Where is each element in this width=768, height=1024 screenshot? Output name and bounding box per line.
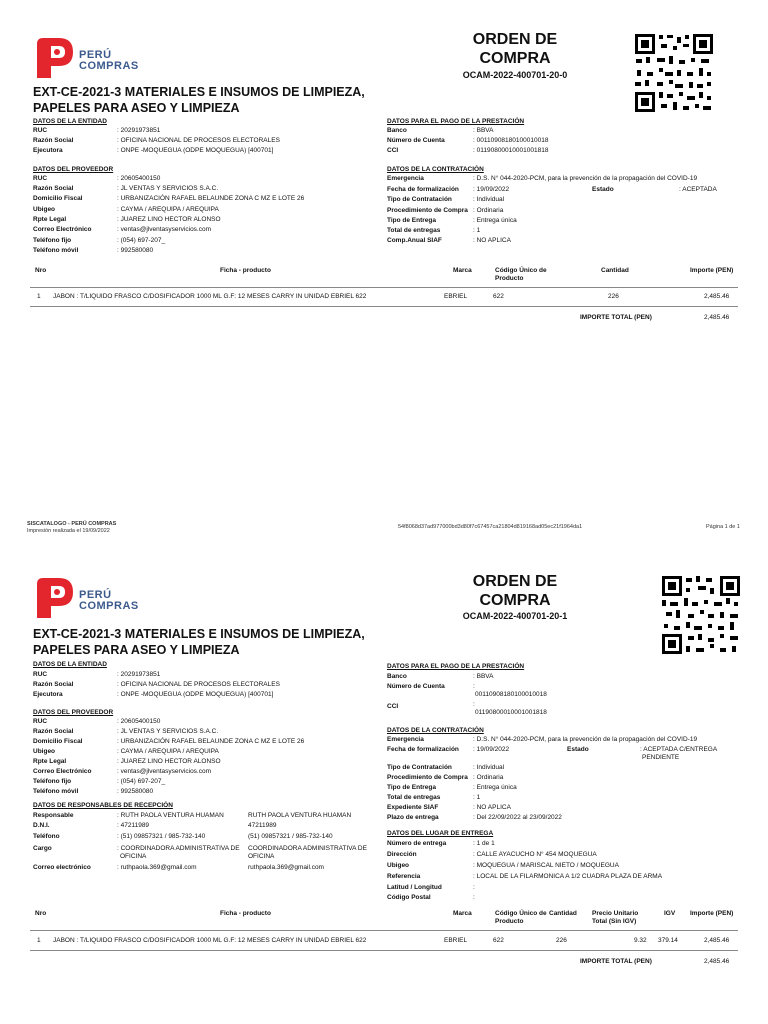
- supplier-rep-value: : JUAREZ LINO HECTOR ALONSO: [117, 216, 221, 223]
- contract-procedure-label: Procedimiento de Compra: [387, 774, 468, 781]
- col-importe: Importe (PEN): [690, 267, 734, 274]
- receiver-role-label: Cargo: [33, 845, 52, 852]
- col-codigo: Código Único de Producto: [495, 910, 547, 925]
- table-header-divider: [30, 930, 738, 931]
- delivery-place-section: [387, 840, 737, 904]
- contract-siaf-label: Expediente SIAF: [387, 804, 439, 811]
- contract-deadline-label: Plazo de entrega: [387, 814, 439, 821]
- entity-ejecutora-label: Ejecutora: [33, 147, 63, 154]
- payment-bank-value: : BBVA: [473, 127, 494, 134]
- supplier-mobile-value: : 992580080: [117, 247, 154, 254]
- payment-account-value: : 00110908180100010018: [473, 137, 549, 144]
- payment-account-colon: :: [473, 683, 475, 690]
- receiver-role-value-2: COORDINADORA ADMINISTRATIVA DE: [248, 845, 367, 852]
- supplier-razon-value: : JL VENTAS Y SERVICIOS S.A.C.: [117, 185, 219, 192]
- payment-cci-label: CCI: [387, 703, 399, 710]
- supplier-mobile-label: Teléfono móvil: [33, 247, 79, 254]
- payment-cci-value: 01190800010001001818: [475, 709, 547, 716]
- contract-status-label: Estado: [592, 186, 614, 193]
- peru-compras-logo-icon: [33, 576, 77, 622]
- col-ficha: Ficha - producto: [220, 910, 271, 917]
- row-igv: 379.14: [658, 937, 678, 944]
- supplier-phone-value: : (054) 697-207_: [117, 778, 166, 785]
- supplier-domicilio-label: Domicilio Fiscal: [33, 195, 83, 202]
- row-codigo: 622: [493, 937, 504, 944]
- payment-bank-label: Banco: [387, 673, 407, 680]
- receiver-role-value-2b: OFICINA: [248, 853, 275, 860]
- supplier-rep-label: Rpte Legal: [33, 216, 67, 223]
- contract-siaf-value: : NO APLICA: [473, 237, 511, 244]
- receiver-email-label: Correo electrónico: [33, 864, 91, 871]
- row-ficha: JABON : T/LIQUIDO FRASCO C/DOSIFICADOR 1000 ML G.F: 12 MESES CARRY IN UNIDAD EBRIEL 622: [53, 293, 367, 300]
- col-cantidad: Cantidad: [601, 267, 629, 274]
- entity-ejecutora-value: : ONPE -MOQUEGUA (ODPE MOQUEGUA) [400701]: [117, 691, 274, 698]
- receiver-dni-value-2: 47211989: [248, 822, 277, 829]
- receiver-phone-label: Teléfono: [33, 833, 60, 840]
- qr-code-icon: [660, 574, 742, 656]
- entity-heading: DATOS DE LA ENTIDAD: [33, 118, 107, 125]
- contract-status-label: Estado: [567, 746, 589, 753]
- contract-heading: DATOS DE LA CONTRATACIÓN: [387, 727, 484, 734]
- receiver-dni-label: D.N.I.: [33, 822, 50, 829]
- contract-section: [387, 175, 737, 247]
- supplier-domicilio-label: Domicilio Fiscal: [33, 738, 83, 745]
- contract-status-value: : ACEPTADA: [679, 186, 717, 193]
- main-title: [33, 84, 365, 116]
- delivery-address-label: Dirección: [387, 851, 417, 858]
- payment-section: [387, 127, 727, 157]
- supplier-email-label: Correo Electrónico: [33, 226, 92, 233]
- contract-date-value: : 19/09/2022: [473, 746, 510, 753]
- supplier-ubigeo-label: Ubigeo: [33, 206, 56, 213]
- contract-type-label: Tipo de Contratación: [387, 196, 452, 203]
- row-codigo: 622: [493, 293, 504, 300]
- delivery-ubigeo-value: : MOQUEGUA / MARISCAL NIETO / MOQUEGUA: [473, 862, 619, 869]
- logo-line-2: COMPRAS: [79, 60, 139, 72]
- footer-page-number: Página 1 de 1: [706, 524, 740, 530]
- supplier-mobile-label: Teléfono móvil: [33, 788, 79, 795]
- contract-type-value: : Individual: [473, 196, 505, 203]
- contract-delivery-type-label: Tipo de Entrega: [387, 217, 436, 224]
- contract-emergency-label: Emergencia: [387, 175, 424, 182]
- receiver-email-value-2: ruthpaola.369@gmail.com: [248, 864, 324, 871]
- payment-cci-label: CCI: [387, 147, 399, 154]
- delivery-latlng-label: Latitud / Longitud: [387, 884, 442, 891]
- payment-section: [387, 673, 727, 717]
- supplier-ruc-value: : 20605400150: [117, 718, 161, 725]
- contract-date-label: Fecha de formalización: [387, 746, 459, 753]
- payment-account-label: Número de Cuenta: [387, 683, 445, 690]
- supplier-ubigeo-value: : CAYMA / AREQUIPA / AREQUIPA: [117, 748, 219, 755]
- contract-delivery-type-value: : Entrega única: [473, 784, 517, 791]
- receiver-email-value-1: : ruthpaola.369@gmail.com: [117, 864, 197, 871]
- entity-heading: DATOS DE LA ENTIDAD: [33, 661, 107, 668]
- logo-line-2: COMPRAS: [79, 600, 139, 612]
- payment-heading: DATOS PARA EL PAGO DE LA PRESTACIÓN: [387, 118, 525, 125]
- contract-total-deliveries-value: : 1: [473, 794, 481, 801]
- contract-total-deliveries-value: : 1: [473, 227, 481, 234]
- contract-date-value: : 19/09/2022: [473, 186, 510, 193]
- row-nro: 1: [37, 937, 41, 944]
- logo-line-1: PERÚ: [79, 49, 112, 61]
- delivery-reference-label: Referencia: [387, 873, 421, 880]
- supplier-email-value: : ventas@jlventasyservicios.com: [117, 768, 212, 775]
- contract-procedure-label: Procedimiento de Compra: [387, 207, 468, 214]
- entity-razon-value: : OFICINA NACIONAL DE PROCESOS ELECTORALES: [117, 681, 280, 688]
- contract-deadline-value: : Del 22/09/2022 al 23/09/2022: [473, 814, 562, 821]
- receiver-dni-value-1: : 47211989: [117, 822, 150, 829]
- col-nro: Nro: [35, 267, 47, 274]
- supplier-email-label: Correo Electrónico: [33, 768, 92, 775]
- col-marca: Marca: [453, 267, 472, 274]
- entity-ruc-value: : 20291973851: [117, 671, 161, 678]
- total-label: IMPORTE TOTAL (PEN): [580, 958, 652, 965]
- delivery-latlng-value: :: [473, 884, 475, 891]
- row-marca: EBRIEL: [444, 937, 468, 944]
- main-title-line-1: EXT-CE-2021-3 MATERIALES E INSUMOS DE LIMPIEZA,: [33, 85, 365, 99]
- col-codigo: Código Único de Producto: [495, 267, 547, 282]
- supplier-phone-label: Teléfono fijo: [33, 778, 72, 785]
- delivery-address-value: : CALLE AYACUCHO N° 454 MOQUEGUA: [473, 851, 597, 858]
- receiver-name-value-2: RUTH PAOLA VENTURA HUAMAN: [248, 812, 352, 819]
- col-marca: Marca: [453, 910, 472, 917]
- receiver-name-value-1: : RUTH PAOLA VENTURA HUAMAN: [117, 812, 224, 819]
- supplier-domicilio-value: : URBANIZACIÓN RAFAEL BELAUNDE ZONA C MZ E LOTE 26: [117, 738, 305, 745]
- row-cantidad: 226: [556, 937, 567, 944]
- col-importe: Importe (PEN): [690, 910, 734, 917]
- payment-cci-value: : 01190800010001001818: [473, 147, 549, 154]
- footer-print-date: Impresión realizada el 19/09/2022: [27, 528, 110, 534]
- receiver-phone-value-1: : (51) 09857321 / 985-732-140: [117, 833, 206, 840]
- contract-siaf-label: Comp.Anual SIAF: [387, 237, 442, 244]
- delivery-place-heading: DATOS DEL LUGAR DE ENTREGA: [387, 830, 494, 837]
- supplier-ubigeo-value: : CAYMA / AREQUIPA / AREQUIPA: [117, 206, 219, 213]
- entity-ruc-value: : 20291973851: [117, 127, 161, 134]
- row-marca: EBRIEL: [444, 293, 468, 300]
- supplier-ubigeo-label: Ubigeo: [33, 748, 56, 755]
- delivery-postal-label: Código Postal: [387, 894, 431, 901]
- contract-delivery-type-label: Tipo de Entrega: [387, 784, 436, 791]
- entity-razon-label: Razón Social: [33, 681, 74, 688]
- supplier-ruc-label: RUC: [33, 718, 48, 725]
- entity-section: [33, 127, 363, 157]
- contract-siaf-value: : NO APLICA: [473, 804, 511, 811]
- supplier-razon-label: Razón Social: [33, 728, 74, 735]
- entity-ruc-label: RUC: [33, 671, 48, 678]
- delivery-postal-value: :: [473, 894, 475, 901]
- main-title-line-2: PAPELES PARA ASEO Y LIMPIEZA: [33, 643, 240, 657]
- col-nro: Nro: [35, 910, 47, 917]
- contract-total-deliveries-label: Total de entregas: [387, 794, 441, 801]
- delivery-number-label: Número de entrega: [387, 840, 447, 847]
- total-value: 2,485.46: [704, 958, 730, 965]
- contract-status-value: : ACEPTADA C/ENTREGA: [640, 746, 718, 753]
- contract-emergency-value: : D.S. N° 044-2020-PCM, para la prevención de la propagación del COVID-19: [473, 175, 698, 182]
- supplier-email-value: : ventas@jlventasyservicios.com: [117, 226, 212, 233]
- total-value: 2,485.46: [704, 314, 730, 321]
- contract-heading: DATOS DE LA CONTRATACIÓN: [387, 166, 484, 173]
- contract-status-value-2: PENDIENTE: [642, 754, 680, 761]
- contract-type-label: Tipo de Contratación: [387, 764, 452, 771]
- delivery-ubigeo-label: Ubigeo: [387, 862, 410, 869]
- table-row-divider: [30, 950, 738, 951]
- col-igv: IGV: [664, 910, 676, 917]
- table-header-divider: [30, 287, 738, 288]
- row-nro: 1: [37, 293, 41, 300]
- row-cantidad: 226: [608, 293, 619, 300]
- supplier-ruc-label: RUC: [33, 175, 48, 182]
- payment-bank-label: Banco: [387, 127, 407, 134]
- row-ficha: JABON : T/LIQUIDO FRASCO C/DOSIFICADOR 1000 ML G.F: 12 MESES CARRY IN UNIDAD EBRIEL 622: [53, 937, 367, 944]
- receiver-name-label: Responsable: [33, 812, 74, 819]
- delivery-reference-value: : LOCAL DE LA FILARMONICA A 1/2 CUADRA PLAZA DE ARMA: [473, 873, 663, 880]
- table-row-divider: [30, 306, 738, 307]
- contract-total-deliveries-label: Total de entregas: [387, 227, 441, 234]
- supplier-phone-value: : (054) 697-207_: [117, 237, 166, 244]
- entity-section: [33, 671, 363, 701]
- entity-razon-label: Razón Social: [33, 137, 74, 144]
- supplier-heading: DATOS DEL PROVEEDOR: [33, 166, 114, 173]
- contract-procedure-value: : Ordinaria: [473, 774, 504, 781]
- row-importe: 2,485.46: [704, 937, 730, 944]
- entity-razon-value: : OFICINA NACIONAL DE PROCESOS ELECTORALES: [117, 137, 280, 144]
- receiver-role-value-1b: OFICINA: [120, 853, 147, 860]
- col-cantidad: Cantidad: [549, 910, 577, 917]
- main-title-line-1: EXT-CE-2021-3 MATERIALES E INSUMOS DE LIMPIEZA,: [33, 627, 365, 641]
- contract-section: [387, 736, 737, 828]
- document-title: ORDEN DE COMPRA: [472, 573, 558, 609]
- supplier-section: [33, 718, 373, 800]
- receivers-section: [33, 812, 378, 876]
- payment-heading: DATOS PARA EL PAGO DE LA PRESTACIÓN: [387, 663, 525, 670]
- payment-account-label: Número de Cuenta: [387, 137, 445, 144]
- contract-procedure-value: : Ordinaria: [473, 207, 504, 214]
- supplier-domicilio-value: : URBANIZACIÓN RAFAEL BELAUNDE ZONA C MZ E LOTE 26: [117, 195, 305, 202]
- contract-emergency-label: Emergencia: [387, 736, 424, 743]
- qr-code-icon: [633, 32, 715, 114]
- row-importe: 2,485.46: [704, 293, 730, 300]
- main-title: [33, 626, 365, 658]
- payment-bank-value: : BBVA: [473, 673, 494, 680]
- footer-hash: 54f8068d37ad977000bd3d80f7c67457ca21804d819168ad05ec21f1964da1: [398, 524, 583, 530]
- supplier-ruc-value: : 20605400150: [117, 175, 161, 182]
- supplier-razon-value: : JL VENTAS Y SERVICIOS S.A.C.: [117, 728, 219, 735]
- supplier-section: [33, 175, 373, 257]
- supplier-razon-label: Razón Social: [33, 185, 74, 192]
- payment-account-value: 00110908180100010018: [475, 691, 547, 698]
- order-code: OCAM-2022-400701-20-0: [462, 70, 568, 80]
- contract-emergency-value: : D.S. N° 044-2020-PCM, para la prevención de la propagación del COVID-19: [473, 736, 698, 743]
- supplier-phone-label: Teléfono fijo: [33, 237, 72, 244]
- col-precio: Precio Unitario Total (Sin IGV): [592, 910, 639, 925]
- contract-date-label: Fecha de formalización: [387, 186, 459, 193]
- contract-type-value: : Individual: [473, 764, 505, 771]
- delivery-number-value: : 1 de 1: [473, 840, 495, 847]
- peru-compras-logo-icon: [33, 36, 77, 82]
- receivers-heading: DATOS DE RESPONSABLES DE RECEPCIÓN: [33, 802, 173, 809]
- entity-ruc-label: RUC: [33, 127, 48, 134]
- logo-line-1: PERÚ: [79, 589, 112, 601]
- main-title-line-2: PAPELES PARA ASEO Y LIMPIEZA: [33, 101, 240, 115]
- col-ficha: Ficha - producto: [220, 267, 271, 274]
- supplier-rep-label: Rpte Legal: [33, 758, 67, 765]
- entity-ejecutora-value: : ONPE -MOQUEGUA (ODPE MOQUEGUA) [400701]: [117, 147, 274, 154]
- supplier-mobile-value: : 992580080: [117, 788, 154, 795]
- contract-delivery-type-value: : Entrega única: [473, 217, 517, 224]
- footer-system: SISCATALOGO - PERÚ COMPRAS: [27, 521, 117, 527]
- supplier-heading: DATOS DEL PROVEEDOR: [33, 709, 114, 716]
- supplier-rep-value: : JUAREZ LINO HECTOR ALONSO: [117, 758, 221, 765]
- total-label: IMPORTE TOTAL (PEN): [580, 314, 652, 321]
- payment-cci-colon: :: [473, 701, 475, 708]
- receiver-role-value-1: : COORDINADORA ADMINISTRATIVA DE: [117, 845, 240, 852]
- receiver-phone-value-2: (51) 09857321 / 985-732-140: [248, 833, 333, 840]
- entity-ejecutora-label: Ejecutora: [33, 691, 63, 698]
- document-title: ORDEN DE COMPRA: [472, 31, 558, 67]
- row-precio: 9.32: [634, 937, 647, 944]
- order-code: OCAM-2022-400701-20-1: [462, 611, 568, 621]
